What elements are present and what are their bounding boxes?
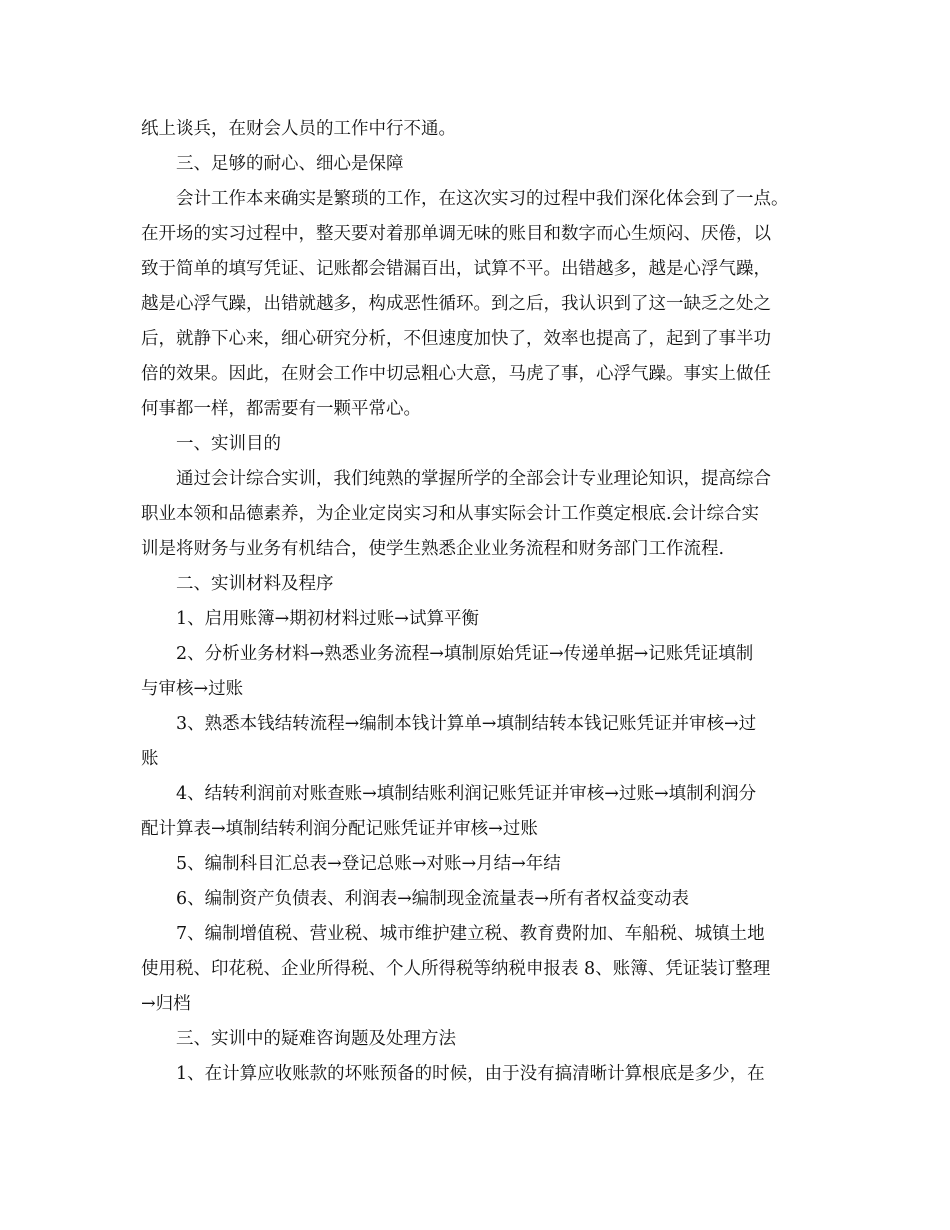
text-line: 与审核→过账 bbox=[141, 679, 244, 699]
text-line: 纸上谈兵，在财会人员的工作中行不通。 bbox=[141, 119, 456, 139]
text-line: 2、分析业务材料→熟悉业务流程→填制原始凭证→传递单据→记账凭证填制 bbox=[176, 644, 754, 664]
text-line: 7、编制增值税、营业税、城市维护建立税、教育费附加、车船税、城镇土地 bbox=[176, 924, 765, 944]
text-line: 倍的效果。因此，在财会工作中切忌粗心大意，马虎了事，心浮气躁。事实上做任 bbox=[141, 364, 771, 384]
text-line: 5、编制科目汇总表→登记总账→对账→月结→年结 bbox=[176, 854, 561, 874]
text-line: 4、结转利润前对账查账→填制结账利润记账凭证并审核→过账→填制利润分 bbox=[176, 784, 757, 804]
text-line: 训是将财务与业务有机结合，使学生熟悉企业业务流程和财务部门工作流程. bbox=[141, 539, 725, 559]
text-line: 通过会计综合实训，我们纯熟的掌握所学的全部会计专业理论知识，提高综合 bbox=[176, 469, 771, 489]
text-line: 3、熟悉本钱结转流程→编制本钱计算单→填制结转本钱记账凭证并审核→过 bbox=[176, 714, 757, 734]
text-line: 后，就静下心来，细心研究分析，不但速度加快了，效率也提高了，起到了事半功 bbox=[141, 329, 771, 349]
text-line: 职业本领和品德素养，为企业定岗实习和从事实际会计工作奠定根底.会计综合实 bbox=[141, 504, 760, 524]
document-body bbox=[141, 112, 831, 1092]
text-line: 致于简单的填写凭证、记账都会错漏百出，试算不平。出错越多，越是心浮气躁， bbox=[141, 259, 771, 279]
text-line: 越是心浮气躁，出错就越多，构成恶性循环。到之后，我认识到了这一缺乏之处之 bbox=[141, 294, 771, 314]
text-line: 在开场的实习过程中，整天要对着那单调无味的账目和数字而心生烦闷、厌倦，以 bbox=[141, 224, 771, 244]
text-line: 账 bbox=[141, 749, 159, 769]
text-line: 会计工作本来确实是繁琐的工作，在这次实习的过程中我们深化体会到了一点。 bbox=[176, 189, 789, 209]
text-line: 配计算表→填制结转利润分配记账凭证并审核→过账 bbox=[141, 819, 538, 839]
text-line: 使用税、印花税、企业所得税、个人所得税等纳税申报表 8、账簿、凭证装订整理 bbox=[141, 959, 771, 979]
text-line: 6、编制资产负债表、利润表→编制现金流量表→所有者权益变动表 bbox=[176, 889, 689, 909]
text-line: 二、实训材料及程序 bbox=[176, 574, 334, 594]
text-line: 1、启用账簿→期初材料过账→试算平衡 bbox=[176, 609, 479, 629]
text-line: 一、实训目的 bbox=[176, 434, 281, 454]
text-line: 何事都一样，都需要有一颗平常心。 bbox=[141, 399, 421, 419]
text-line: 1、在计算应收账款的坏账预备的时候，由于没有搞清晰计算根底是多少，在 bbox=[176, 1064, 765, 1084]
text-line: →归档 bbox=[141, 994, 191, 1014]
text-line: 三、足够的耐心、细心是保障 bbox=[176, 154, 404, 174]
text-line: 三、实训中的疑难咨询题及处理方法 bbox=[176, 1029, 456, 1049]
